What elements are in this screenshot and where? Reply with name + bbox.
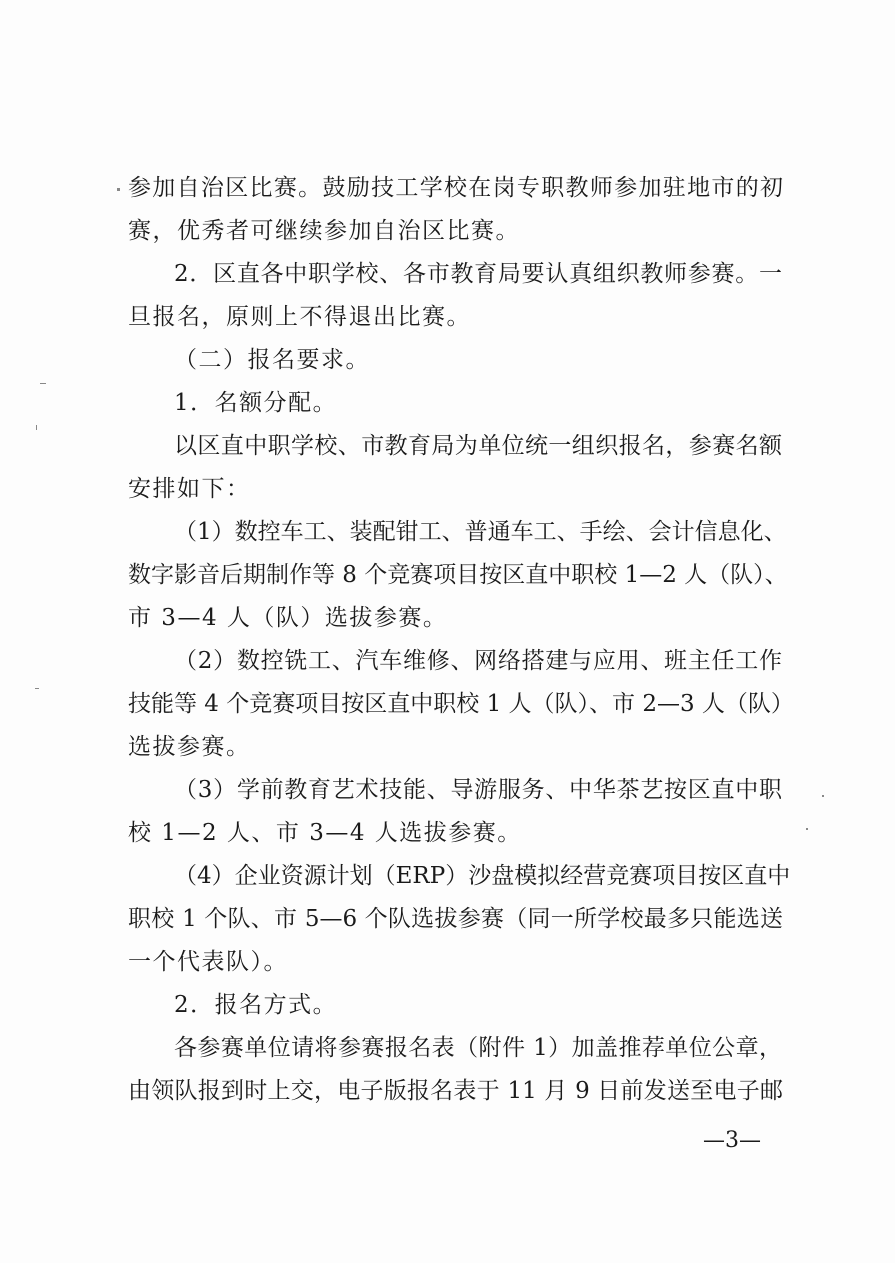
subsection-heading: 2．报名方式。 (174, 992, 338, 1018)
text-line: 职校 1 个队、市 5—6 个队选拔参赛（同一所学校最多只能选送 (128, 906, 783, 932)
text-line: （4）企业资源计划（ERP）沙盘模拟经营竞赛项目按区直中 (174, 863, 791, 889)
text-line: 技能等 4 个竞赛项目按区直中职校 1 人（队）、市 2—3 人（队） (128, 691, 794, 717)
text-line: 以区直中职学校、市教育局为单位统一组织报名，参赛名额 (174, 433, 782, 459)
text-line: 旦报名，原则上不得退出比赛。 (128, 304, 471, 330)
text-line: 2．区直各中职学校、各市教育局要认真组织教师参赛。一 (174, 261, 782, 287)
text-line: 一个代表队）。 (128, 949, 288, 975)
text-line: 数字影音后期制作等 8 个竞赛项目按区直中职校 1—2 人（队）、 (128, 562, 788, 588)
page-number: —3— (703, 1128, 761, 1153)
scan-speck (806, 828, 808, 830)
scan-speck (36, 425, 37, 430)
text-line: （1）数控车工、装配钳工、普通车工、手绘、会计信息化、 (174, 519, 787, 545)
text-line: 安排如下： (128, 476, 251, 502)
scan-speck (822, 795, 824, 797)
scan-speck (40, 383, 46, 384)
section-heading: （二）报名要求。 (174, 347, 370, 373)
text-line: 参加自治区比赛。鼓励技工学校在岗专职教师参加驻地市的初 (128, 175, 783, 201)
text-line: 赛，优秀者可继续参加自治区比赛。 (128, 218, 520, 244)
text-line: （2）数控铣工、汽车维修、网络搭建与应用、班主任工作 (174, 648, 782, 674)
text-line: 由领队报到时上交，电子版报名表于 11 月 9 日前发送至电子邮 (128, 1078, 783, 1104)
subsection-heading: 1．名额分配。 (174, 390, 338, 416)
scan-speck (35, 688, 39, 689)
scan-speck (117, 188, 120, 191)
text-line: 市 3—4 人（队）选拔参赛。 (128, 605, 448, 631)
text-line: （3）学前教育艺术技能、导游服务、中华茶艺按区直中职 (174, 777, 782, 803)
text-line: 校 1—2 人、市 3—4 人选拔参赛。 (128, 820, 522, 846)
text-line: 选拔参赛。 (128, 734, 251, 760)
text-line: 各参赛单位请将参赛报名表（附件 1）加盖推荐单位公章， (174, 1035, 782, 1061)
